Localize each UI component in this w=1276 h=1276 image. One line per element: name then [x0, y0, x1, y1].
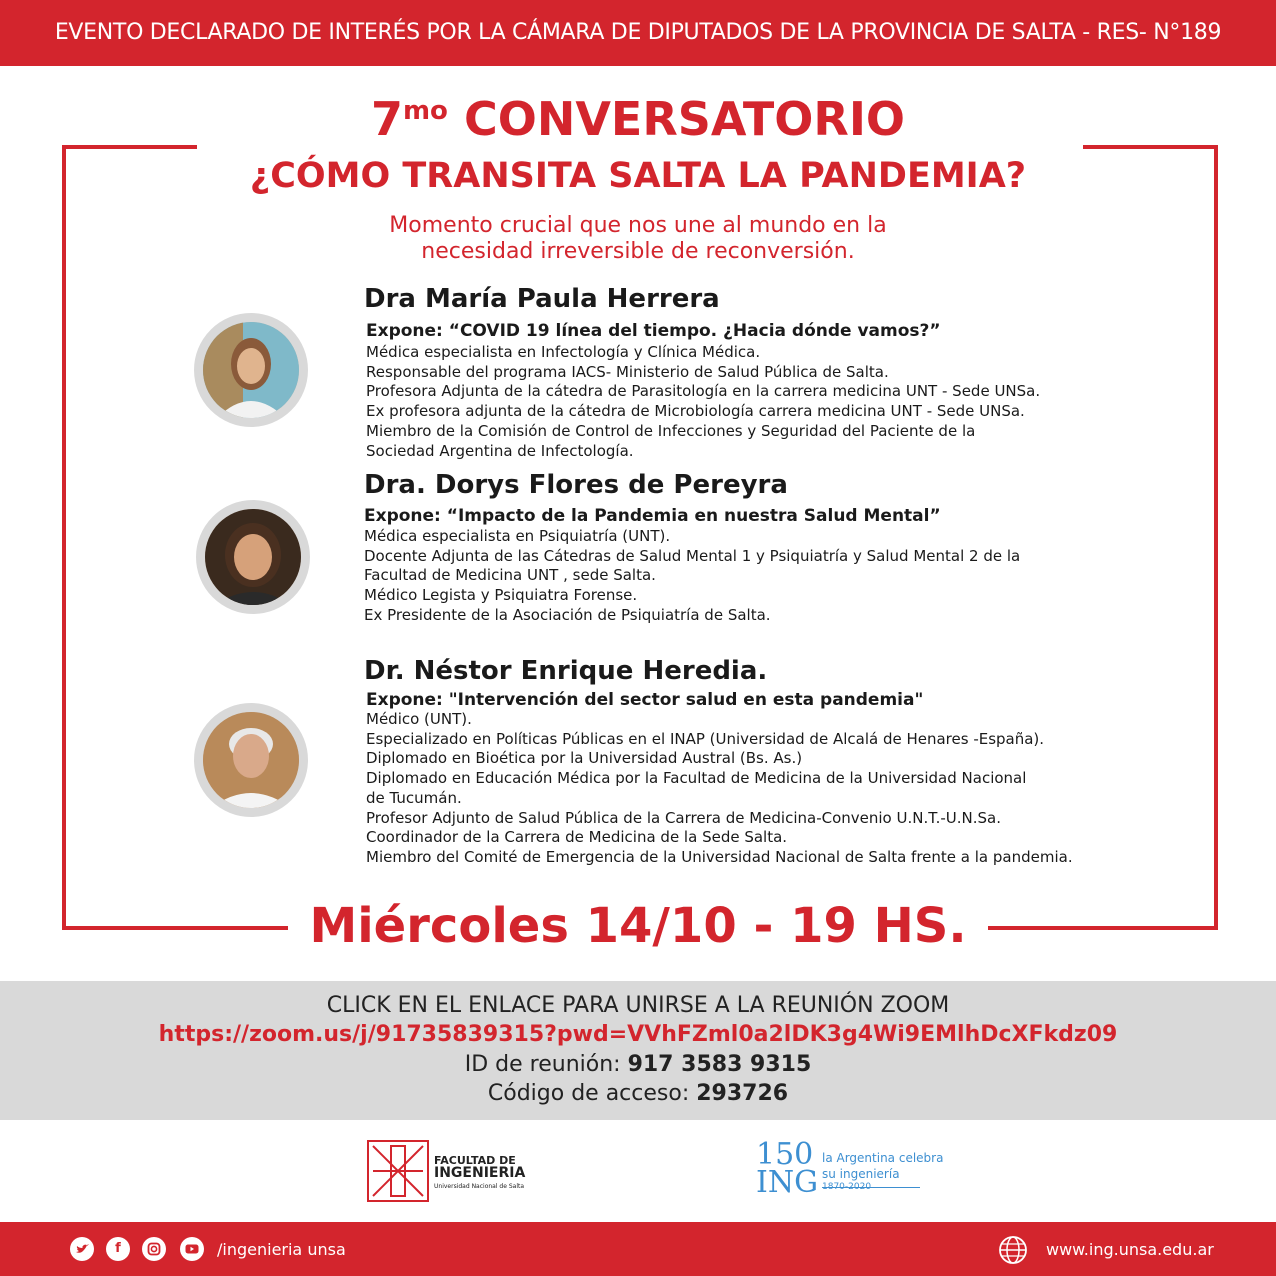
speaker-1-bio: Médica especialista en Infectología y Clínica Médica. Responsable del programa IACS- Ministerio de Salud Pública de Salta. Profesora Adjunta de la cátedra de Parasitología en la carrera medicina UNT - Sede UNSa. Ex profesora adjunta de la cátedra de Microbiología carrera medicina UNT - Sede UNSa. Miembro de la Comisión de Control de Infecciones y Seguridad del Paciente de la Sociedad Argentina de Infectología.: [366, 343, 1041, 460]
speaker-1-avatar: [194, 313, 308, 427]
globe-icon: [998, 1235, 1028, 1265]
youtube-icon[interactable]: [180, 1237, 204, 1261]
interest-declaration: EVENTO DECLARADO DE INTERÉS POR LA CÁMARA DE DIPUTADOS DE LA PROVINCIA DE SALTA - RES- N°189: [54, 20, 1222, 45]
event-title: $7^{mo}$ CONVERSATORIO: [370, 92, 906, 146]
event-date: Miércoles 14/10 - 19 HS.: [309, 898, 967, 954]
event-question: ¿CÓMO TRANSITA SALTA LA PANDEMIA?: [249, 156, 1027, 196]
zoom-instruction: CLICK EN EL ENLACE PARA UNIRSE A LA REUNIÓN ZOOM: [326, 993, 950, 1018]
website-link[interactable]: www.ing.unsa.edu.ar: [1046, 1240, 1214, 1259]
speaker-2-bio: Médica especialista en Psiquiatría (UNT). Docente Adjunta de las Cátedras de Salud Mental 1 y Psiquiatría y Salud Mental 2 de la Facultad de Medicina UNT , sede Salta. Médico Legista y Psiquiatra Forense. Ex Presidente de la Asociación de Psiquiatría de Salta.: [364, 527, 1021, 624]
facebook-icon[interactable]: f: [106, 1237, 130, 1261]
anniversary-logo-text: la Argentina celebra su ingeniería: [822, 1151, 944, 1181]
anniversary-logo-years: 1870-2020: [822, 1182, 872, 1192]
event-subtitle: Momento crucial que nos une al mundo en la necesidad irreversible de reconversión.: [389, 213, 887, 264]
social-handle[interactable]: /ingenieria unsa: [217, 1240, 346, 1259]
twitter-icon[interactable]: [70, 1237, 94, 1261]
speaker-2-talk: Expone: “Impacto de la Pandemia en nuestra Salud Mental”: [364, 506, 941, 526]
speaker-3-name: Dr. Néstor Enrique Heredia.: [364, 656, 768, 686]
speaker-3-talk: Expone: "Intervención del sector salud en esta pandemia": [366, 690, 924, 710]
zoom-passcode: Código de acceso: 293726: [487, 1081, 789, 1106]
anniversary-logo-mark: 150 ING: [756, 1137, 819, 1200]
speaker-1-talk: Expone: “COVID 19 línea del tiempo. ¿Hacia dónde vamos?”: [366, 321, 941, 341]
zoom-link[interactable]: https://zoom.us/j/91735839315?pwd=VVhFZml0a2lDK3g4Wi9EMlhDcXFkdz09: [158, 1022, 1118, 1047]
faculty-logo-mark: [367, 1140, 429, 1202]
faculty-logo-university: Universidad Nacional de Salta: [434, 1183, 525, 1190]
faculty-logo-text: FACULTAD DE INGENIERIA: [434, 1154, 526, 1181]
zoom-meeting-id: ID de reunión: 917 3583 9315: [464, 1052, 812, 1077]
speaker-3-avatar: [194, 703, 308, 817]
instagram-icon[interactable]: [142, 1237, 166, 1261]
speaker-3-bio: Médico (UNT). Especializado en Políticas Públicas en el INAP (Universidad de Alcalá de Henares -España). Diplomado en Bioética por la Universidad Austral (Bs. As.) Diplomado en Educación Médica por la Facultad de Medicina de la Universidad Nacional de Tucumán. Profesor Adjunto de Salud Pública de la Carrera de Medicina-Convenio U.N.T.-U.N.Sa. Coordinador de la Carrera de Medicina de la Sede Salta. Miembro del Comité de Emergencia de la Universidad Nacional de Salta frente a la pandemia.: [366, 710, 1073, 866]
speaker-1-name: Dra María Paula Herrera: [364, 284, 720, 314]
speaker-2-name: Dra. Dorys Flores de Pereyra: [364, 470, 788, 500]
speaker-2-avatar: [196, 500, 310, 614]
